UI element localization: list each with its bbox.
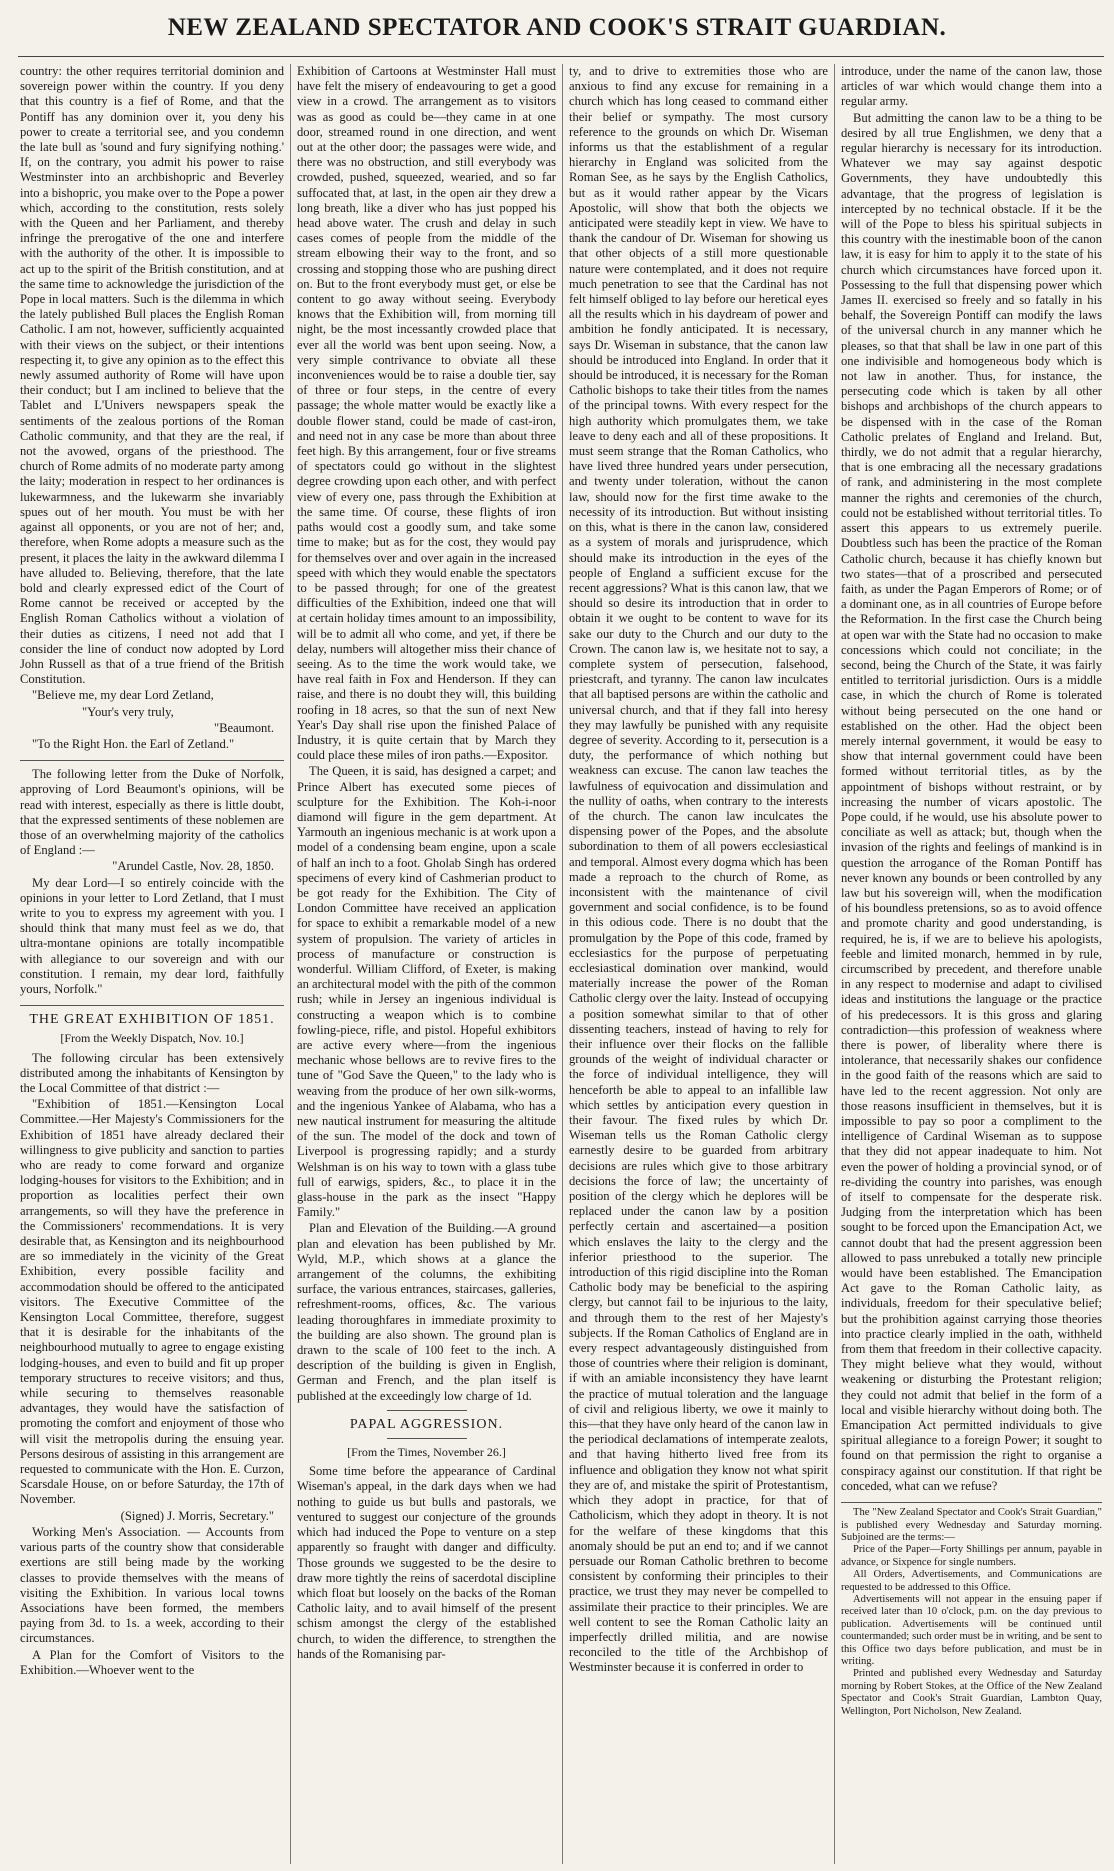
paragraph: The following letter from the Duke of Norfolk, approving of Lord Beaumont's opinions, will be read with interest, especially as there is little doubt, that the expressed sentiments of these noblemen are those of an overwhelming majority of the catholics of England :— (20, 767, 284, 858)
imprint-line: The "New Zealand Spectator and Cook's Strait Guardian," is published every Wednesday and Saturday morning. Subjoined are the terms:— (841, 1507, 1102, 1543)
paragraph: The Queen, it is said, has designed a carpet; and Prince Albert has executed some pieces of sculpture for the Exhibition. The Koh-i-noor diamond will figure in the gem department. At Yarmouth an ingenious mechanic is at work upon a model of a condensing beam engine, upon a scale of half an inch to a foot. Gholab Singh has ordered specimens of every kind of Cashmerian product to be got ready for the Exhibition. The City of London Committee have received an application for space to exhibit a remarkable model of a new system of propulsion. The variety of articles in process of manufacture or construction is wonderful. William Clifford, of Exeter, is making an architectural model with the pith of the common rush; while in Jersey an ingenious individual is constructing a weapon which is to combine fowling-piece, rifle, and pistol. Hopeful exhibitors are active every where—from the ingenious mechanic whose bellows are to revive fires to the tune of "God Save the Queen," to the lady who is weaving from the produce of her own silk-worms, and the ingenious Yankee of Alabama, who has a new nautical instrument for measuring the altitude of the sun. The model of the dock and town of Liverpool is progressing rapidly; and a sturdy Welshman is on his way to town with a glass tube full of earwigs, spiders, &c., to place it in the glass-house in the park as the insect "Happy Family." (297, 764, 556, 1220)
column-1 (18, 64, 290, 1864)
section-source: [From the Times, November 26.] (347, 1445, 506, 1460)
publisher-imprint (841, 1502, 1102, 1718)
paragraph: Some time before the appearance of Cardinal Wiseman's appeal, in the dark days when we had nothing to guide us but bulls and pastorals, we ventured to suggest our conjecture of the grounds which had induced the Pope to venture on a step apparently so fraught with danger and difficulty. Those grounds we suggested to be the desire to draw more tightly the reins of sacerdotal discipline which float but loosely on the backs of the Roman Catholic laity, and to avail himself of the present schism amongst the clergy of the established church, to widen the difference, to strengthen the hands of the Romanising par- (297, 1464, 556, 1661)
section-heading: THE GREAT EXHIBITION OF 1851. (29, 1012, 275, 1028)
masthead-title: NEW ZEALAND SPECTATOR AND COOK'S STRAIT GUARDIAN. (167, 14, 947, 41)
column-3 (562, 64, 834, 1864)
paragraph: introduce, under the name of the canon law, those articles of war which would change them into a regular army. (841, 64, 1102, 109)
paragraph: The following circular has been extensively distributed among the inhabitants of Kensington by the Local Committee of that district :— (20, 1050, 284, 1095)
imprint-line: Printed and published every Wednesday and Saturday morning by Robert Stokes, at the Office of the New Zealand Spectator and Cook's Strait Guardian, Lambton Quay, Wellington, Port Nicholson, New Zealand. (841, 1668, 1102, 1717)
separator (387, 1438, 467, 1439)
paragraph: ty, and to drive to extremities those who are anxious to find any excuse for remaining in a church which has long ceased to command either their belief or sympathy. The most cursory reference to the grounds on which Dr. Wiseman informs us that the establishment of a regular hierarchy in England was solicited from the Roman See, as he says by the English Catholics, but as it would rather appear by the Vicars Apostolic, will show that both the objects we anticipated were steadily kept in view. We have to thank the candour of Dr. Wiseman for showing us that other objects of a still more questionable nature were contemplated, and it does not require much penetration to see that the Cardinal has not felt himself obliged to lay before our heretical eyes all the results which in his daydream of power and ambition he fondly anticipated. It is necessary, says Dr. Wiseman in substance, that the canon law should be introduced into England. In order that it should be introduced, it is necessary for the Roman Catholic bishops to take their titles from the names of the principal towns. With every respect for the high authority which promulgates them, we take leave to deny each and all of these propositions. It must seem strange that the Roman Catholics, who have lived three hundred years under persecution, and twenty under toleration, without the canon law, should now for the first time awake to the necessity of its introduction. But without insisting on this, what is there in the canon law, considered as a system of morals and jurisprudence, which should make its introduction in the eyes of the people of England a sufficient excuse for the recent aggressions? What is this canon law, that we should so desire its introduction that in order to obtain it we ought to be content to wave for its sake our duty to the Church and our duty to the Crown. The canon law is, we hesitate not to say, a complete system of persecution, falsehood, priestcraft, and tyranny. The canon law inculcates that all baptised persons are within the catholic and universal church, and that if they fall into heresy they may lawfully be punished with any requisite degree of severity. According to it, persecution is a duty, the performance of which nothing but weakness can excuse. The canon law teaches the lawfulness of equivocation and dissimulation and the nullity of oaths, when contrary to the interests of the church. The canon law inculcates the dispensing power of the Popes, and the absolute subordination to them of all powers ecclesiastical and temporal. Almost every dogma which has been made a reproach to the church of Rome, as inconsistent with the maintenance of civil government and social confidence, is to be found in this odious code. There is no doubt that the promulgation by the Pope of this code, framed by ecclesiastics for the purpose of perpetuating ecclesiastical domination over mankind, would materially increase the power of the Roman Catholic clergy over the laity. Instead of occupying a position somewhat similar to that of other dissenting teachers, instead of having to rely for their influence over their flocks on the fallible grounds of the weight of individual character or the force of individual intelligence, they will henceforth be able to appeal to an infallible law which settles by anticipation every question in their favour. The fixed rules by which Dr. Wiseman tells us the Roman Catholic clergy earnestly desire to be guarded from arbitrary decisions are rules which give to those arbitrary decisions the force of law; the uncertainty of position of the clergy which he deplores will be replaced under the canon law by a position perfectly certain and ascertained—a position which enslaves the laity to the clergy and the inferior priesthood to the superior. The introduction of this rigid discipline into the Roman Catholic body may be beneficial to the aspiring clergy, but cannot fail to be injurious to the laity, and through them to the rest of her Majesty's subjects. If the Roman Catholics of England are in every respect advantageously distinguished from those of countries where their religion is dominant, if with an amiable inconsistency they have learnt the practice of mutual toleration and the language of civil and religious liberty, we owe it mainly to this—that they have only heard of the canon law in the periodical declamations of intemperate zealots, and that having hitherto lived free from its influence and obligation they know not what spirit they are of, and mistake the spirit of Protestantism, which they adopt in practice, for that of Catholicism, which they adopt in theory. It is not for the welfare of these kingdoms that this anomaly should be put an end to; and if we cannot persuade our Roman Catholic brethren to become consistent by conforming their principles to their practice, we trust they may never be compelled to assimilate their practice to their principles. We are well content to see the Roman Catholic laity an imperfectly drilled militia, and are nowise reconciled to the title of the Archbishop of Westminster because it is conferred in order to (569, 64, 828, 1675)
letter-addressee: "To the Right Hon. the Earl of Zetland." (32, 736, 235, 751)
text-columns (18, 64, 1108, 1864)
imprint-line: Price of the Paper—Forty Shillings per annum, payable in advance, or Sixpence for single numbers. (841, 1544, 1102, 1568)
paragraph: But admitting the canon law to be a thing to be desired by all true Englishmen, we deny that a regular hierarchy is necessary for its introduction. Whatever we may say against despotic Governments, they have undoubtedly this advantage, that the progress of legislation is intercepted by no technical obstacle. If it be the will of the Pope to bless his spiritual subjects in this country with the inestimable boon of the canon law, it is easy for him to apply it to the state of his church which circumstances have forced upon it. Possessing to the full that dispensing power which James II. exercised so freely and so fatally in his behalf, the Sovereign Pontiff can modify the laws of the universal church in any manner which he pleases, so that that shall be law in one part of this one indivisible and homogeneous body which is not law in another. Thus, for instance, the persecuting code which is taken by all other bishops and archbishops of the church appears to be dispensed with in the case of the Roman Catholic prelates of England and Ireland. But, thirdly, we do not admit that a regular hierarchy, that is one embracing all the necessary gradations of rank, and administering in the most complete manner the rights and ceremonies of the church, could not be established without territorial titles. To assert this appears to us extremely puerile. Doubtless such has been the practice of the Roman Catholic church, because it has chiefly known but two states—that of a proscribed and persecuted faith, as under the Pagan Emperors of Rome; or of a dominant one, as in all countries of Europe before the Reformation. In the first case the Church being at open war with the State had no occasion to make concessions which could not conciliate; in the second, being the Church of the State, it was fairly entitled to territorial jurisdiction. Ours is a middle case, in which the church of Rome is tolerated without being persecuted on the one hand or established on the other. Had the object been merely internal government, it would be easy to show that internal government could have been formed without territorial titles, as by the appointment of bishops without restraint, or by increasing the number of vicars apostolic. The Pope could, if he would, use his absolute power to conciliate as well as attack; but, though when the invasion of the rights and feelings of mankind is in question the arrogance of the Roman Pontiff has never known any bounds or been controlled by any law but his sovereign will, when the modification of his boundless pretensions, so as to avoid offence and promote charity and good understanding, is required, he is, if we are to believe his apologists, feeble and limited monarch, hemmed in by rule, circumscribed by precedent, and therefore unable in any respect to modernise and adapt to civilised ideas and institutions the language or the practice of his predecessors. It is this gross and glaring contradiction—this profession of weakness where there is power, of liberality where there is intolerance, that necessarily shakes our confidence in the good faith of the reasons which are said to have led to the recent aggression. Not only are those reasons insufficient in themselves, but it is impossible to pay so poor a compliment to the intelligence of Cardinal Wiseman as to suppose that they did not appear inadequate to him. Not even the power of holding a provincial synod, or of re-dividing the country into parishes, was enough of itself to compensate for the desperate risk. Judging from the interpretation which has been sought to be forced upon the Emancipation Act, we cannot doubt that had the present aggression been allowed to pass unrebuked a totally new principle would have been established. The Emancipation Act gave to the Roman Catholic laity, as individuals, freedom for their speculative belief; but the prohibition against carrying those theories into practice clearly implied in the oath, withheld from them that freedom in their collective capacity. They might believe what they would, without weakening or disturbing the Protestant religion; they could not admit that belief in the form of a local and visible hierarchy without doing both. The Emancipation Act permitted individuals to give spiritual allegiance to a foreign Power; it sought to found on that permission the right to organise a conspiracy against our constitution. If that right be conceded, what can we refuse? (841, 110, 1102, 1493)
paragraph: Working Men's Association. — Accounts from various parts of the country show that considerable exertions are still being made by the working classes to provide themselves with the means of visiting the Exhibition. In various local towns Associations have been formed, the members paying from 3d. to 1s. a week, according to their circumstances. (20, 1524, 284, 1646)
letter-closing: "Your's very truly, (82, 704, 174, 719)
column-2 (290, 64, 562, 1864)
letter-signature: "Beaumont. (213, 720, 274, 735)
imprint-line: All Orders, Advertisements, and Communications are requested to be addressed to this Office. (841, 1569, 1102, 1593)
letter-closing: "Believe me, my dear Lord Zetland, (32, 688, 214, 703)
paragraph: Plan and Elevation of the Building.—A ground plan and elevation has been published by Mr. Wyld, M.P., which shows at a glance the arrangement of the columns, the exhibiting surface, the various entrances, staircases, galleries, refreshment-rooms, offices, &c. The various leading thoroughfares in immediate proximity to the building are also shown. The ground plan is drawn to the scale of 100 feet to the inch. A description of the building is given in English, German and French, and the plan itself is published at the exceedingly low charge of 1d. (297, 1221, 556, 1403)
masthead-rule (18, 56, 1104, 57)
separator (20, 760, 284, 761)
paragraph: A Plan for the Comfort of Visitors to the Exhibition.—Whoever went to the (20, 1647, 284, 1677)
letter-dateline: "Arundel Castle, Nov. 28, 1850. (112, 859, 274, 874)
section-source: [From the Weekly Dispatch, Nov. 10.] (60, 1031, 244, 1046)
column-4 (834, 64, 1108, 1864)
paragraph: "Exhibition of 1851.—Kensington Local Committee.—Her Majesty's Commissioners for the Exhibition of 1851 have already declared their willingness to give publicity and sanction to parties who are ready to come forward and organize lodging-houses for visitors to the Exhibition; and in proportion as localities perfect their own arrangements, so will they have the preference in the Commissioners' recommendations. It is very desirable that, as Kensington and its neighbourhood are so immediately in the vicinity of the Great Exhibition, every possible facility and accommodation should be offered to the anticipated visitors. The Executive Committee of the Kensington Local Committee, therefore, suggest that it is desirable for the inhabitants of the neighbourhood mutually to agree to engage existing lodging-houses, and even to build and fit up proper temporary structures to receive visitors; and thus, while securing to themselves reasonable advantages, they would have the satisfaction of promoting the comfort and enjoyment of those who will visit the metropolis during the ensuing year. Persons desirous of assisting in this arrangement are requested to communicate with the Hon. E. Curzon, Scarsdale House, on or before Saturday, the 17th of November. (20, 1097, 284, 1507)
section-heading: PAPAL AGGRESSION. (349, 1416, 504, 1432)
paragraph: My dear Lord—I so entirely coincide with the opinions in your letter to Lord Zetland, that I must write to you to express my agreement with you. I should think that many must feel as we do, that ultra-montane opinions are totally incompatible with allegiance to our sovereign and with our constitution. I remain, my dear lord, faithfully yours, Norfolk." (20, 875, 284, 996)
paragraph: Exhibition of Cartoons at Westminster Hall must have felt the misery of endeavouring to get a good view in a crowd. The arrangement as to visitors was as good as could be—they came in at one door, streamed round in one direction, and went out at the other door; the passages were wide, and there was no obstruction, and still everybody was crowded, pushed, squeezed, wearied, and so far suffocated that, at last, in the open air they drew a long breath, like a diver who has just popped his head above water. The crush and delay in such cases comes of people from the middle of the stream elbowing their way to the front, and so crossing and stopping those who are pushing direct on. But to the front everybody must get, or else be content to go away without seeing. Everybody knows that the Exhibition will, from morning till night, be the most incessantly crowded place that ever all the world was bent upon seeing. Now, a very simple contrivance to obviate all these inconveniences would be to raise a double tier, say of three or four steps, in the centre of every passage; the whole matter would be exactly like a double flower stand, could be made of cast-iron, and need not in any case be more than about three feet high. By this arrangement, four or five streams of spectators could go without in the slightest degree crowding upon each other, and with perfect view of every one, pass through the Exhibition at the same time. Of course, these flights of iron paths would cost a goodly sum, and take some time to make; but as for the cost, they would pay for themselves over and over again in the increased speed with which they would enable the spectators to be passed through; for one of the greatest difficulties of the Exhibition, indeed one that will at certain holiday times amount to an impossibility, will be to admit all who come, and yet, if there be delay, numbers will altogether miss their chance of seeing. As to the time the work would take, we have real faith in Fox and Henderson. If they can raise, and there is no doubt they will, this building roofing in 18 acres, so that the sun of next New Year's Day shall rise upon the finished Palace of Industry, it is quite certain that by March they could place these miles of iron paths.—Expositor. (297, 64, 556, 763)
separator (20, 1005, 284, 1006)
separator (387, 1410, 467, 1411)
imprint-line: Advertisements will not appear in the ensuing paper if received later than 10 o'clock, p.m. on the day previous to publication. Advertisements will be continued until countermanded; such order must be in writing, and be sent to this Office two days before publication, and must be in writing. (841, 1593, 1102, 1667)
circular-signature: (Signed) J. Morris, Secretary." (120, 1508, 274, 1523)
paragraph: country: the other requires territorial dominion and sovereign power within the country. If you deny that this country is a fief of Rome, and that the Pontiff has any dominion over it, you deny his power to create a territorial see, and you condemn the late bull as 'sound and fury signifying nothing.' If, on the contrary, you admit his power to raise Westminster into an archbishopric and Beverley into a bishopric, you make over to the Pope a power which, according to the constitution, rests solely with the Queen and her Parliament, and thereby infringe the prerogative of the one and interfere with the authority of the other. It is impossible to act up to the spirit of the British constitution, and at the same time to acknowledge the jurisdiction of the Pope in local matters. Such is the dilemma in which the lately published Bull places the English Roman Catholic. I am not, however, sufficiently acquainted with their views on the subject, or their intentions respecting it, to give any opinion as to the effect this newly assumed authority of Rome will have upon their conduct; but I am inclined to believe that the Tablet and L'Univers newspapers speak the sentiments of the zealous portions of the Roman Catholic community, and that they are the real, if not the avowed, organs of the priesthood. The church of Rome admits of no moderate party among the laity; moderation in respect to her ordinances is lukewarmness, and the lukewarm she invariably spues out of her mouth. You must be with her against all opponents, or you are not of her; and, therefore, when Rome adopts a measure such as the present, it places the laity in the awkward dilemma I have alluded to. Believing, therefore, that the late bold and clearly expressed edict of the Court of Rome cannot be received or accepted by the English Roman Catholics without a violation of their duties as citizens, I need not add that I consider the line of conduct now adopted by Lord John Russell as that of a true friend of the British Constitution. (20, 64, 284, 687)
